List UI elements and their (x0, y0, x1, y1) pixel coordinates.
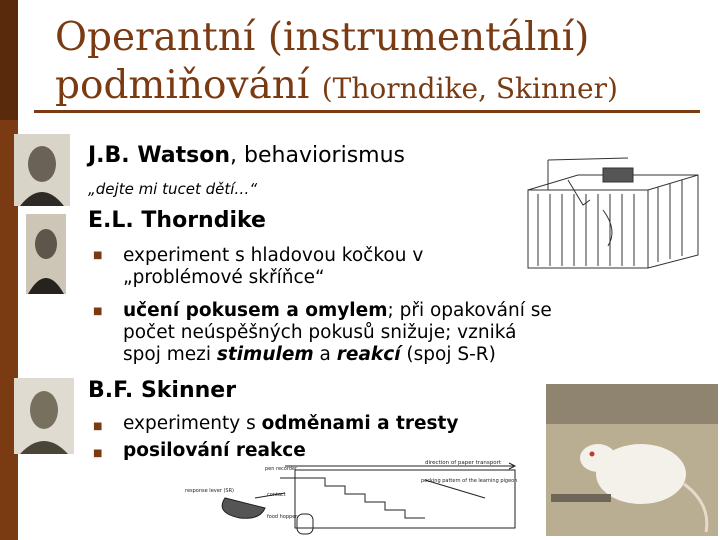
title-line-2 (55, 62, 715, 113)
thorndike-bullet-1-line2: „problémové skříňce“ (123, 267, 325, 288)
rat-icon (546, 384, 718, 536)
diagram-label-food: food hopper (267, 514, 298, 520)
thorndike-bullet-2-line2: počet neúspěšných pokusů snižuje; vzniká (123, 322, 517, 343)
thorndike-bullet-2-line3 (123, 344, 653, 366)
thorndike-heading: E.L. Thorndike (88, 208, 266, 233)
rat-photo (546, 384, 718, 536)
puzzle-box-illustration (508, 150, 713, 270)
skinner-portrait (14, 378, 74, 454)
thorndike-bullet-2-text-a: ; při opakování se (387, 300, 552, 321)
skinner-bullet-2: posilování reakce (123, 440, 306, 461)
rewards-punishments-term: odměnami a tresty (261, 413, 459, 434)
bullet-square-icon: ■ (93, 250, 103, 261)
bullet-square-icon: ■ (93, 306, 103, 317)
skinner-bullet-1-text: experimenty s (123, 413, 262, 434)
watson-quote: „dejte mi tucet dětí…“ (88, 180, 258, 198)
thorndike-bullet-2-text-d: (spoj S-R) (400, 344, 496, 365)
portrait-photo-icon (26, 214, 66, 294)
diagram-label-lever: response lever (SR) (185, 488, 234, 494)
watson-portrait (14, 134, 70, 206)
diagram-label-direction: direction of paper transport (425, 460, 502, 466)
thorndike-bullet-1-line1: experiment s hladovou kočkou v (123, 245, 424, 266)
bullet-square-icon: ■ (93, 448, 103, 459)
watson-descriptor: , behaviorismus (230, 143, 406, 168)
portrait-photo-icon (14, 134, 70, 206)
left-accent-band (0, 0, 18, 120)
left-accent-bar (0, 0, 18, 540)
title-underline (34, 110, 700, 113)
cumulative-recorder-diagram (185, 458, 530, 540)
portrait-photo-icon (14, 378, 74, 454)
watson-heading (88, 143, 405, 168)
reaction-term: reakcí (336, 344, 401, 365)
slide-title (55, 14, 715, 113)
diagram-label-pen: pen recorder (265, 466, 298, 472)
watson-name: J.B. Watson (88, 143, 231, 168)
trial-and-error-term: učení pokusem a omylem (123, 300, 388, 321)
stimulus-term: stimulem (216, 344, 314, 365)
diagram-label-contact: contact (267, 492, 286, 498)
thorndike-bullet-2-text-c: a (313, 344, 337, 365)
bullet-square-icon: ■ (93, 421, 103, 432)
thorndike-portrait (26, 214, 66, 294)
skinner-heading: B.F. Skinner (88, 378, 237, 403)
diagram-label-pecking: pecking pattern of the learning pigeon (421, 478, 518, 484)
thorndike-bullet-2-line1 (123, 300, 653, 322)
thorndike-bullet-2 (123, 300, 653, 366)
title-line-1: Operantní (instrumentální) (55, 15, 590, 60)
title-subtitle: (Thorndike, Skinner) (321, 72, 618, 105)
title-line-2-main: podmiňování (55, 63, 310, 108)
thorndike-bullet-2-text-b: spoj mezi (123, 344, 217, 365)
